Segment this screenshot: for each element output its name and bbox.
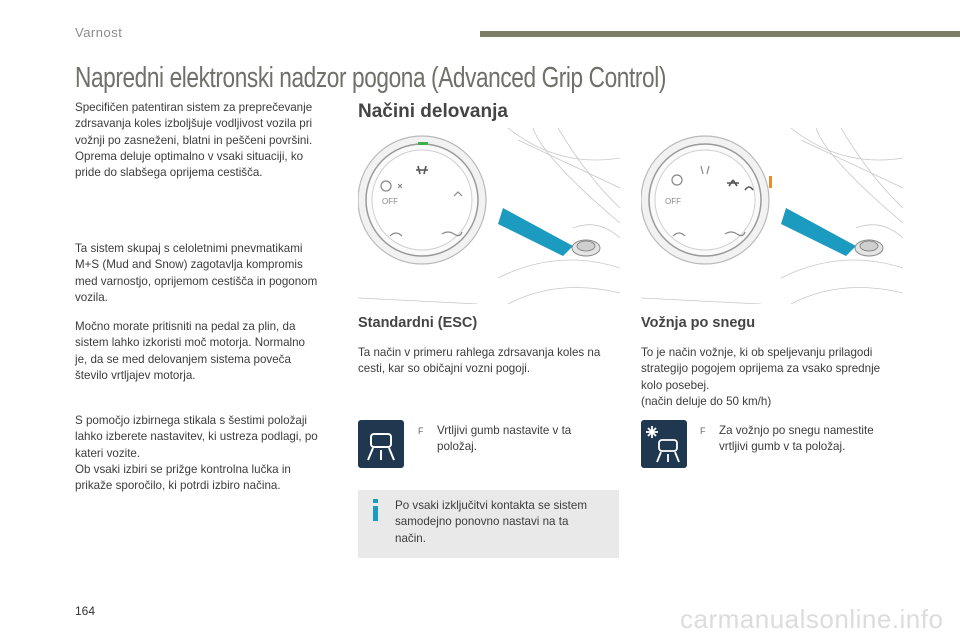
info-icon [371, 499, 380, 521]
knob-off-label: OFF [665, 197, 681, 206]
knob-figure-standard [358, 128, 620, 304]
mode-snow-title: Vožnja po snegu [641, 315, 756, 331]
section-label: Varnost [75, 25, 123, 40]
mode-snow-description: To je način vožnje, ki ob speljevanju prilagodi strategijo pogojem oprijema za vsako sprednje kolo posebej. (način deluje do 50 km/h) [641, 346, 881, 408]
knob-off-label: OFF [382, 197, 398, 206]
snow-traction-icon [641, 420, 687, 468]
accelerator-paragraph: Močno morate pritisniti na pedal za plin, da sistem lahko izkoristi moč motorja. Normalno je, da se med delovanjem sistema poveča število vrtljajev motorja. [75, 320, 306, 382]
mode-standard-title: Standardni (ESC) [358, 315, 478, 331]
page-title: Napredni elektronski nadzor pogona (Advanced Grip Control) [75, 62, 666, 94]
mode-standard-description: Ta način v primeru rahlega zdrsavanja koles na cesti, kar so običajni vozni pogoji. [358, 346, 601, 376]
info-box [358, 490, 619, 558]
mode-snow-instruction [700, 423, 885, 463]
tyres-paragraph: Ta sistem skupaj s celoletnimi pnevmatikami M+S (Mud and Snow) zagotavlja kompromis med varnostjo, oprijemom cestišča in pogonom vozila. [75, 242, 318, 304]
header-bar [480, 31, 960, 37]
page-number: 164 [75, 604, 96, 618]
mode-standard-instruction [418, 423, 593, 463]
bullet-mark: F [418, 426, 424, 436]
knob-figure-snow [641, 128, 903, 304]
info-text: Po vsaki izključitvi kontakta se sistem samodejno ponovno nastavi na ta način. [395, 499, 588, 545]
traction-road-icon [358, 420, 404, 468]
modes-heading: Načini delovanja [358, 101, 508, 122]
bullet-text: Za vožnjo po snegu namestite vrtljivi gumb v ta položaj. [719, 424, 874, 454]
intro-paragraph: Specifičen patentiran sistem za preprečevanje zdrsavanja koles izboljšuje vodljivost vozila pri vožnji po zasneženi, blatni in peščeni površini. Oprema deluje optimalno v vsaki situaciji, ko pride do slabšega oprijema cestišča. [75, 101, 313, 180]
bullet-text: Vrtljivi gumb nastavite v ta položaj. [437, 424, 572, 454]
bullet-mark: F [700, 426, 706, 436]
selector-paragraph: S pomočjo izbirnega stikala s šestimi položaji lahko izberete nastavitev, ki ustreza podlagi, po kateri vozite. Ob vsaki izbiri se prižge kontrolna lučka in prikaže sporočilo, ki potrdi izbiro načina. [75, 414, 318, 493]
watermark: carmanualsonline.info [680, 604, 944, 634]
